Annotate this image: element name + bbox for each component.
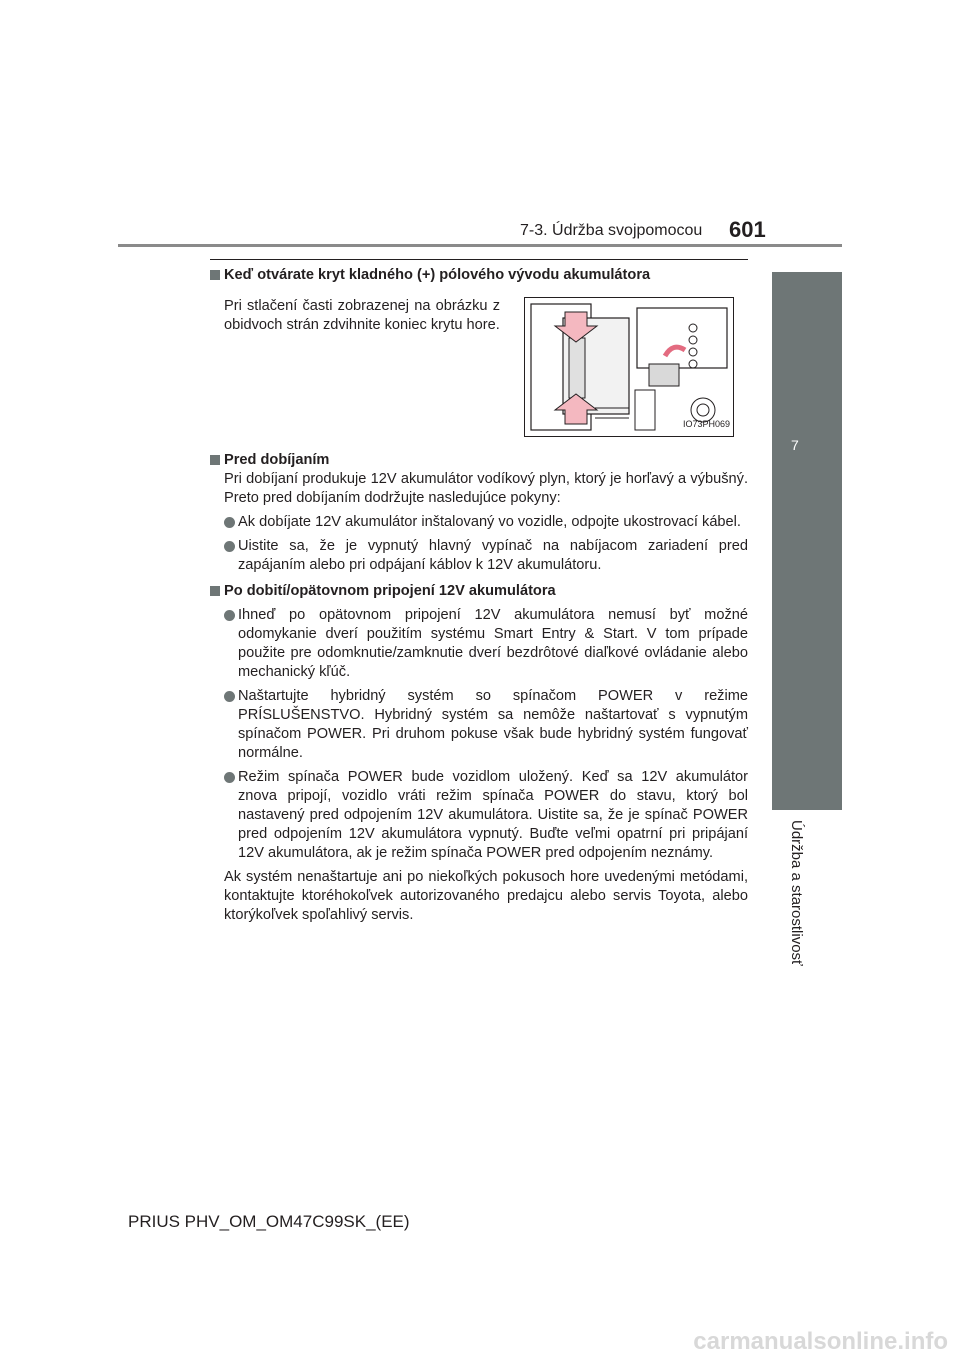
chapter-number: 7: [791, 437, 799, 453]
content: [210, 266, 748, 925]
list-item: Ak dobíjate 12V akumulátor inštalovaný vo vozidle, odpojte ukostrovací kábel.: [224, 513, 748, 532]
list-item: Uistite sa, že je vypnutý hlavný vypínač na nabíjacom zariadení pred zapájaním alebo pri odpájaní káblov k 12V akumulátoru.: [224, 537, 748, 575]
list-item: Naštartujte hybridný systém so spínačom POWER v režime PRÍSLUŠENSTVO. Hybridný systém sa nemôže naštartovať s vypnutým spínačom POWER. Pri druhom pokuse však bude hybridný systém fungovať normálne.: [224, 687, 748, 763]
section-heading: Keď otvárate kryt kladného (+) pólového vývodu akumulátora: [210, 266, 748, 285]
section-title: 7-3. Údržba svojpomocou: [520, 222, 703, 239]
circle-bullet-icon: [224, 541, 235, 552]
square-bullet-icon: [210, 586, 220, 596]
content-rule: [210, 259, 748, 260]
section-heading: Pred dobíjaním: [210, 451, 748, 470]
battery-figure: [524, 297, 734, 437]
figure-code: IO73PH069: [682, 419, 730, 429]
circle-bullet-icon: [224, 517, 235, 528]
section-after-charging: [210, 582, 748, 925]
circle-bullet-icon: [224, 691, 235, 702]
watermark: [0, 1318, 960, 1358]
section-heading: Po dobití/opätovnom pripojení 12V akumulátora: [210, 582, 748, 601]
circle-bullet-icon: [224, 772, 235, 783]
closing-text: Ak systém nenaštartuje ani po niekoľkých pokusoch hore uvedenými metódami, kontaktujte ktoréhokoľvek autorizovaného predajcu alebo servis Toyota, alebo ktorýkoľvek spoľahlivý servis.: [224, 869, 748, 923]
header-rule: [118, 244, 842, 247]
square-bullet-icon: [210, 455, 220, 465]
page-number: 601: [729, 217, 766, 242]
chapter-tab: [772, 272, 842, 810]
section-text: Pri stlačení časti zobrazenej na obrázku z obidvoch strán zdvihnite koniec krytu hore.: [224, 298, 500, 333]
footer-doc-id: PRIUS PHV_OM_OM47C99SK_(EE): [128, 1212, 410, 1231]
watermark-text: carmanualsonline.info: [693, 1328, 948, 1355]
chapter-title: Údržba a starostlivosť: [788, 820, 805, 966]
circle-bullet-icon: [224, 610, 235, 621]
section-battery-cover: [210, 266, 748, 437]
section-before-charging: [210, 451, 748, 575]
list-item: Ihneď po opätovnom pripojení 12V akumulátora nemusí byť možné odomykanie dverí použitím systému Smart Entry & Start. V tom prípade použite pre odomknutie/zamknutie dverí bezdrôtové diaľkové ovládanie alebo mechanický kľúč.: [224, 606, 748, 682]
section-text: Pri dobíjaní produkuje 12V akumulátor vodíkový plyn, ktorý je horľavý a výbušný. Preto pred dobíjaním dodržujte nasledujúce pokyny:: [224, 471, 748, 506]
list-item: Režim spínača POWER bude vozidlom uložený. Keď sa 12V akumulátor znova pripojí, vozidlo vráti režim spínača POWER do stavu, ktorý bol nastavený pred odpojením 12V akumulátora. Uistite sa, že je spínač POWER pred odpojením 12V akumulátora vypnutý. Buďte veľmi opatrní pri pripájaní 12V akumulátora, ak je režim spínača POWER pred odpojením neznámy.: [224, 768, 748, 863]
square-bullet-icon: [210, 270, 220, 280]
